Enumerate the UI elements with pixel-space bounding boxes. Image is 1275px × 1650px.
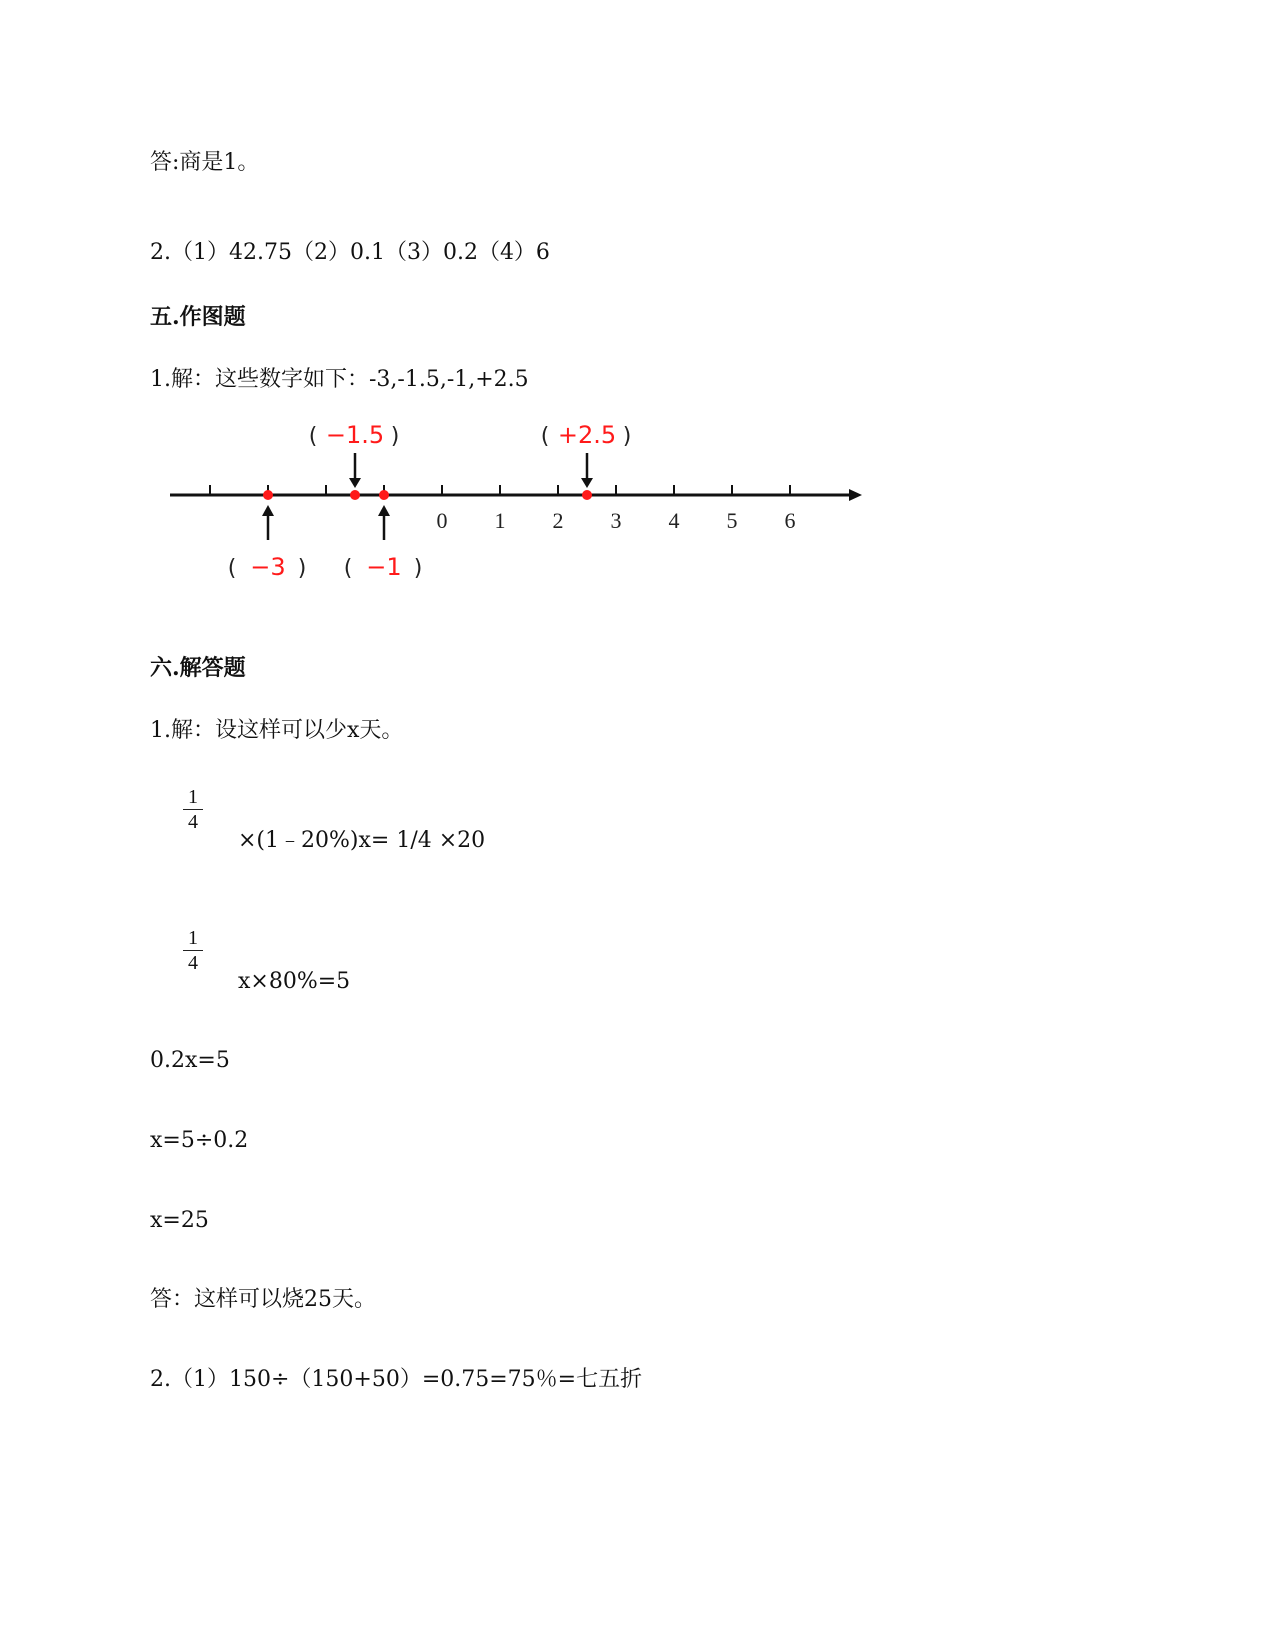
point-marker	[379, 490, 389, 500]
paren-open: (	[343, 556, 353, 581]
number-line	[165, 420, 885, 595]
fraction-numerator: 1	[188, 786, 198, 808]
fraction-one-quarter-2	[181, 928, 205, 973]
paren-open: (	[540, 424, 550, 449]
point-marker	[263, 490, 273, 500]
fraction-denominator: 4	[188, 811, 198, 833]
equation-5: x=25	[150, 1208, 209, 1233]
point-marker	[350, 490, 360, 500]
tick-label: 5	[726, 508, 738, 533]
equation-2: x×80%=5	[238, 969, 351, 994]
arrow-up-icon	[262, 505, 274, 516]
equation-3: 0.2x=5	[150, 1048, 230, 1073]
q5-1-text: 1.解：这些数字如下：-3,-1.5,-1,+2.5	[150, 367, 529, 392]
arrow-down-icon	[581, 478, 593, 488]
arrow-down-icon	[349, 478, 361, 488]
point-label: −3	[250, 553, 286, 581]
q6-1-answer: 答：这样可以烧25天。	[150, 1287, 376, 1312]
paren-open: (	[308, 424, 318, 449]
section5-heading: 五.作图题	[150, 304, 246, 330]
axis-arrowhead	[849, 489, 862, 501]
section6-heading: 六.解答题	[150, 655, 246, 681]
tick-label: 1	[494, 508, 506, 533]
answer-quotient: 答:商是1。	[150, 150, 260, 175]
point-label: −1	[366, 553, 402, 581]
fraction-denominator: 4	[188, 952, 198, 974]
point-label: −1.5	[325, 421, 385, 449]
paren-close: )	[297, 556, 307, 581]
paren-close: )	[622, 424, 632, 449]
equation-4: x=5÷0.2	[150, 1128, 249, 1153]
tick-label: 3	[610, 508, 622, 533]
paren-close: )	[390, 424, 400, 449]
tick-label: 2	[552, 508, 564, 533]
paren-close: )	[413, 556, 423, 581]
tick-label: 0	[436, 508, 448, 533]
tick-label: 4	[668, 508, 680, 533]
tick-label: 6	[784, 508, 796, 533]
equation-1: ×(1﹣20%)x= 1/4 ×20	[238, 828, 486, 853]
point-marker	[582, 490, 592, 500]
q6-1-intro: 1.解：设这样可以少x天。	[150, 718, 404, 743]
q2-answers: 2.（1）42.75（2）0.1（3）0.2（4）6	[150, 240, 550, 265]
point-label: +2.5	[557, 421, 617, 449]
fraction-one-quarter-1	[181, 787, 205, 832]
arrow-up-icon	[378, 505, 390, 516]
fraction-numerator: 1	[188, 927, 198, 949]
paren-open: (	[227, 556, 237, 581]
q6-2-text: 2.（1）150÷（150+50）=0.75=75％=七五折	[150, 1367, 643, 1392]
